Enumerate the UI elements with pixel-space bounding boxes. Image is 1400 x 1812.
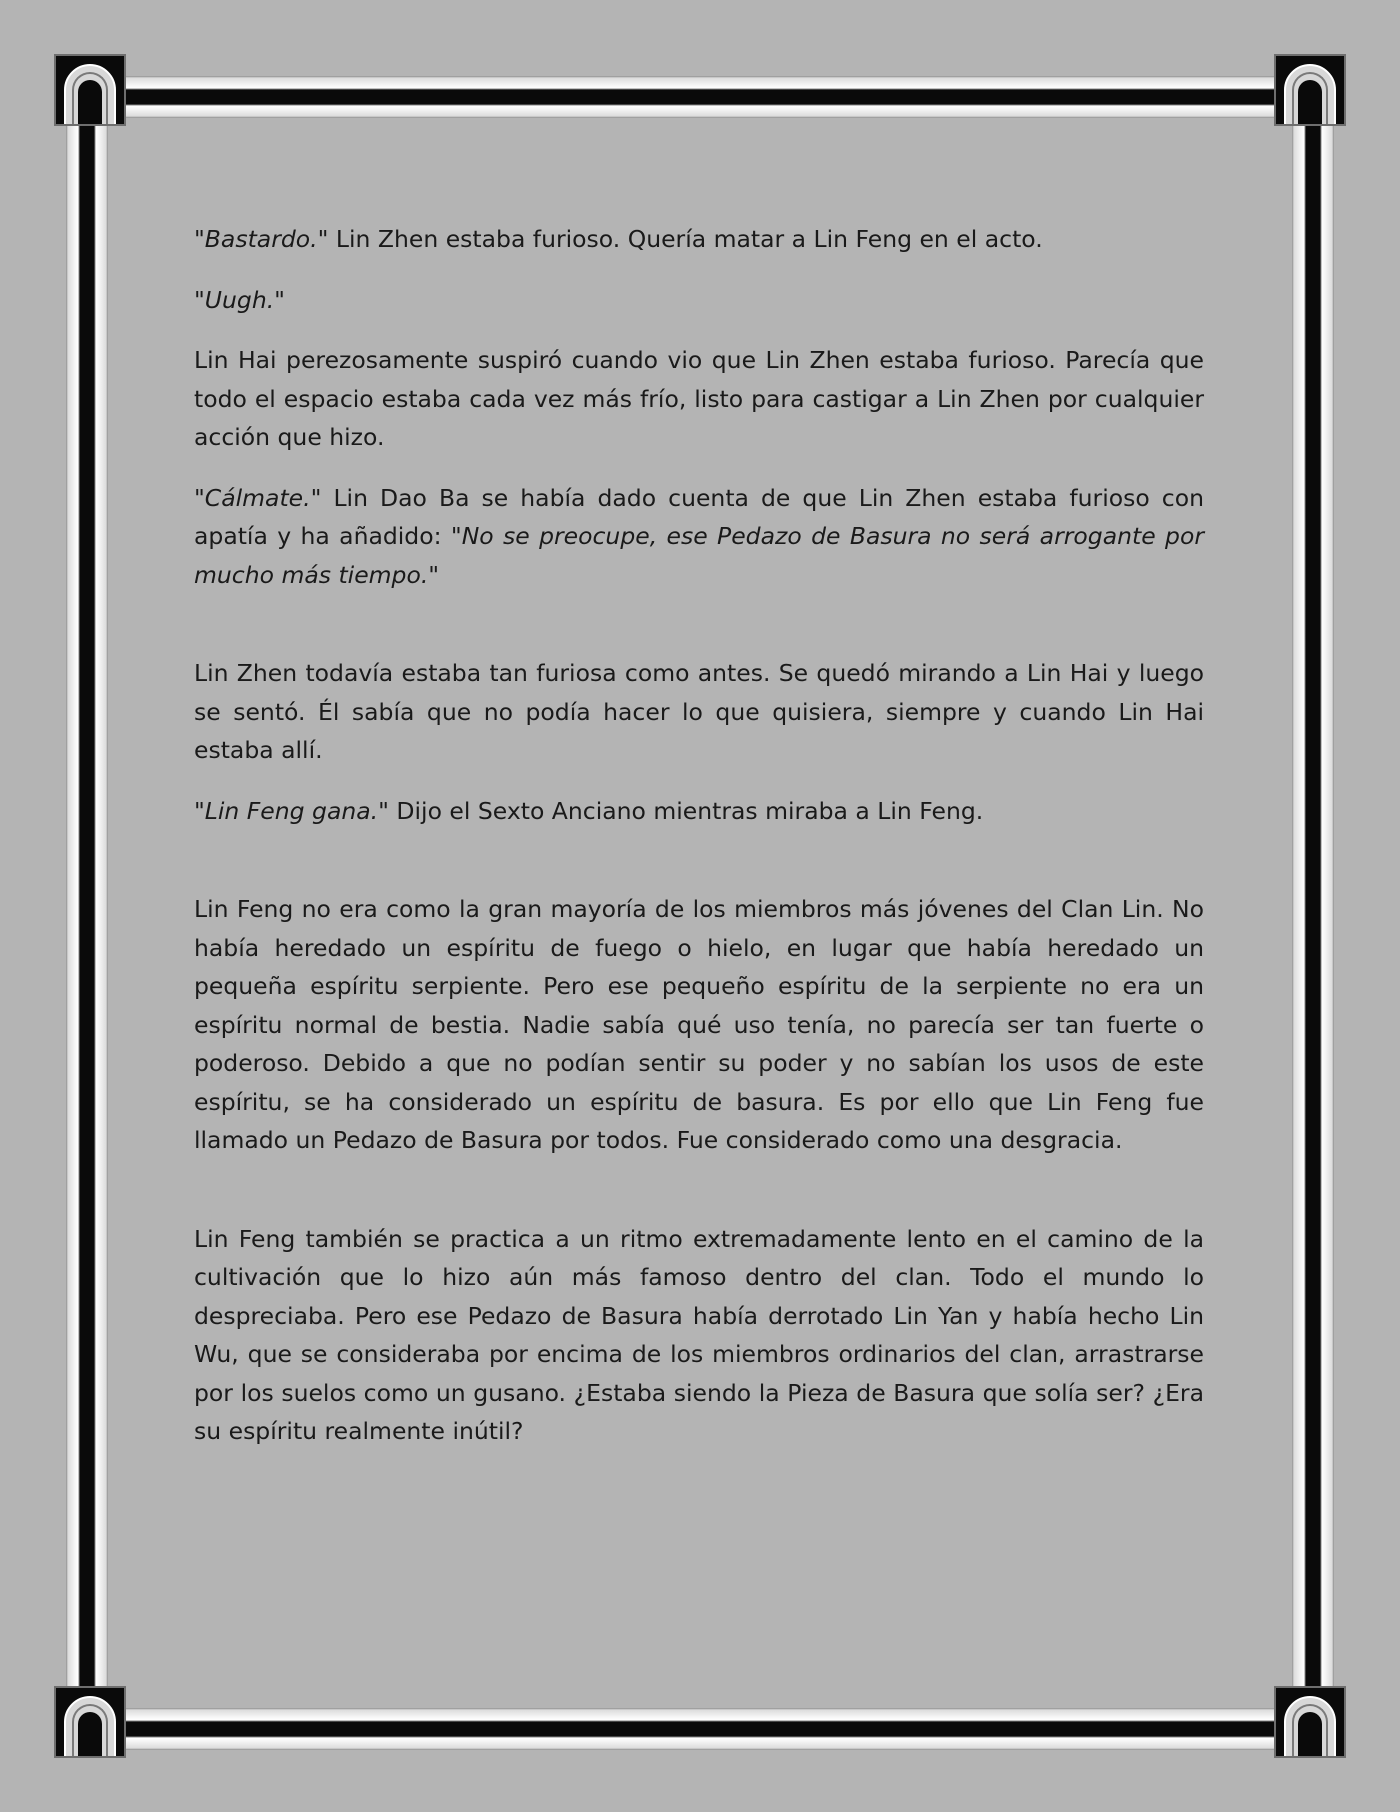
paragraph — [194, 890, 1204, 1160]
paragraph — [194, 1220, 1204, 1451]
frame-corner-ornament-icon — [1274, 54, 1346, 126]
document-body — [194, 220, 1204, 1473]
paragraph — [194, 281, 1204, 320]
frame-left-border — [66, 122, 108, 1708]
paragraph — [194, 341, 1204, 457]
paragraph — [194, 479, 1204, 595]
narration-span: Lin Zhen estaba furioso. Quería matar a Lin Feng en el acto. — [328, 225, 1043, 253]
frame-bottom-border — [122, 1708, 1278, 1750]
frame-right-border — [1292, 122, 1334, 1708]
dialogue-span: "Lin Feng gana." — [194, 796, 389, 825]
frame-corner-ornament-icon — [54, 54, 126, 126]
frame-top-border — [122, 76, 1278, 118]
narration-span: Dijo el Sexto Anciano mientras miraba a Lin Feng. — [388, 796, 984, 825]
narration-span: Lin Feng no era como la gran mayoría de los miembros más jóvenes del Clan Lin. No había heredado un espíritu de fuego o hielo, en lugar que había heredado un pequeña espíritu serpiente. Pero ese pequeño espíritu de la serpiente no era un espíritu normal de bestia. Nadie sabía qué uso tenía, no parecía ser tan fuerte o poderoso. Debido a que no podían sentir su poder y no sabían los usos de este espíritu, se ha considerado un espíritu de basura. Es por ello que Lin Feng fue llamado un Pedazo de Basura por todos. Fue considerado como una desgracia. — [194, 895, 1204, 1154]
dialogue-span: "No se preocupe, ese Pedazo de Basura no será arrogante por mucho más tiempo." — [194, 522, 1204, 589]
frame-corner-ornament-icon — [1274, 1686, 1346, 1758]
narration-span: Lin Feng también se practica a un ritmo extremadamente lento en el camino de la cultivación que lo hizo aún más famoso dentro del clan. Todo el mundo lo despreciaba. Pero ese Pedazo de Basura había derrotado Lin Yan y había hecho Lin Wu, que se consideraba por encima de los miembros ordinarios del clan, arrastrarse por los suelos como un gusano. ¿Estaba siendo la Pieza de Basura que solía ser? ¿Era su espíritu realmente inútil? — [194, 1224, 1204, 1445]
paragraph — [194, 654, 1204, 770]
paragraph — [194, 220, 1204, 259]
narration-span: Lin Hai perezosamente suspiró cuando vio que Lin Zhen estaba furioso. Parecía que todo el espacio estaba cada vez más frío, listo para castigar a Lin Zhen por cualquier acción que hizo. — [194, 346, 1204, 451]
frame-corner-ornament-icon — [54, 1686, 126, 1758]
dialogue-span: "Uugh." — [194, 285, 285, 314]
narration-span: Lin Zhen todavía estaba tan furiosa como antes. Se quedó mirando a Lin Hai y luego se sentó. Él sabía que no podía hacer lo que quisiera, siempre y cuando Lin Hai estaba allí. — [194, 659, 1204, 764]
dialogue-span: "Bastardo." — [194, 225, 329, 253]
paragraph — [194, 792, 1204, 831]
narration-span: Lin Dao Ba se había dado cuenta de que Lin Zhen estaba furioso con apatía y ha añadido: — [194, 483, 1204, 550]
dialogue-span: "Cálmate." — [194, 483, 322, 512]
